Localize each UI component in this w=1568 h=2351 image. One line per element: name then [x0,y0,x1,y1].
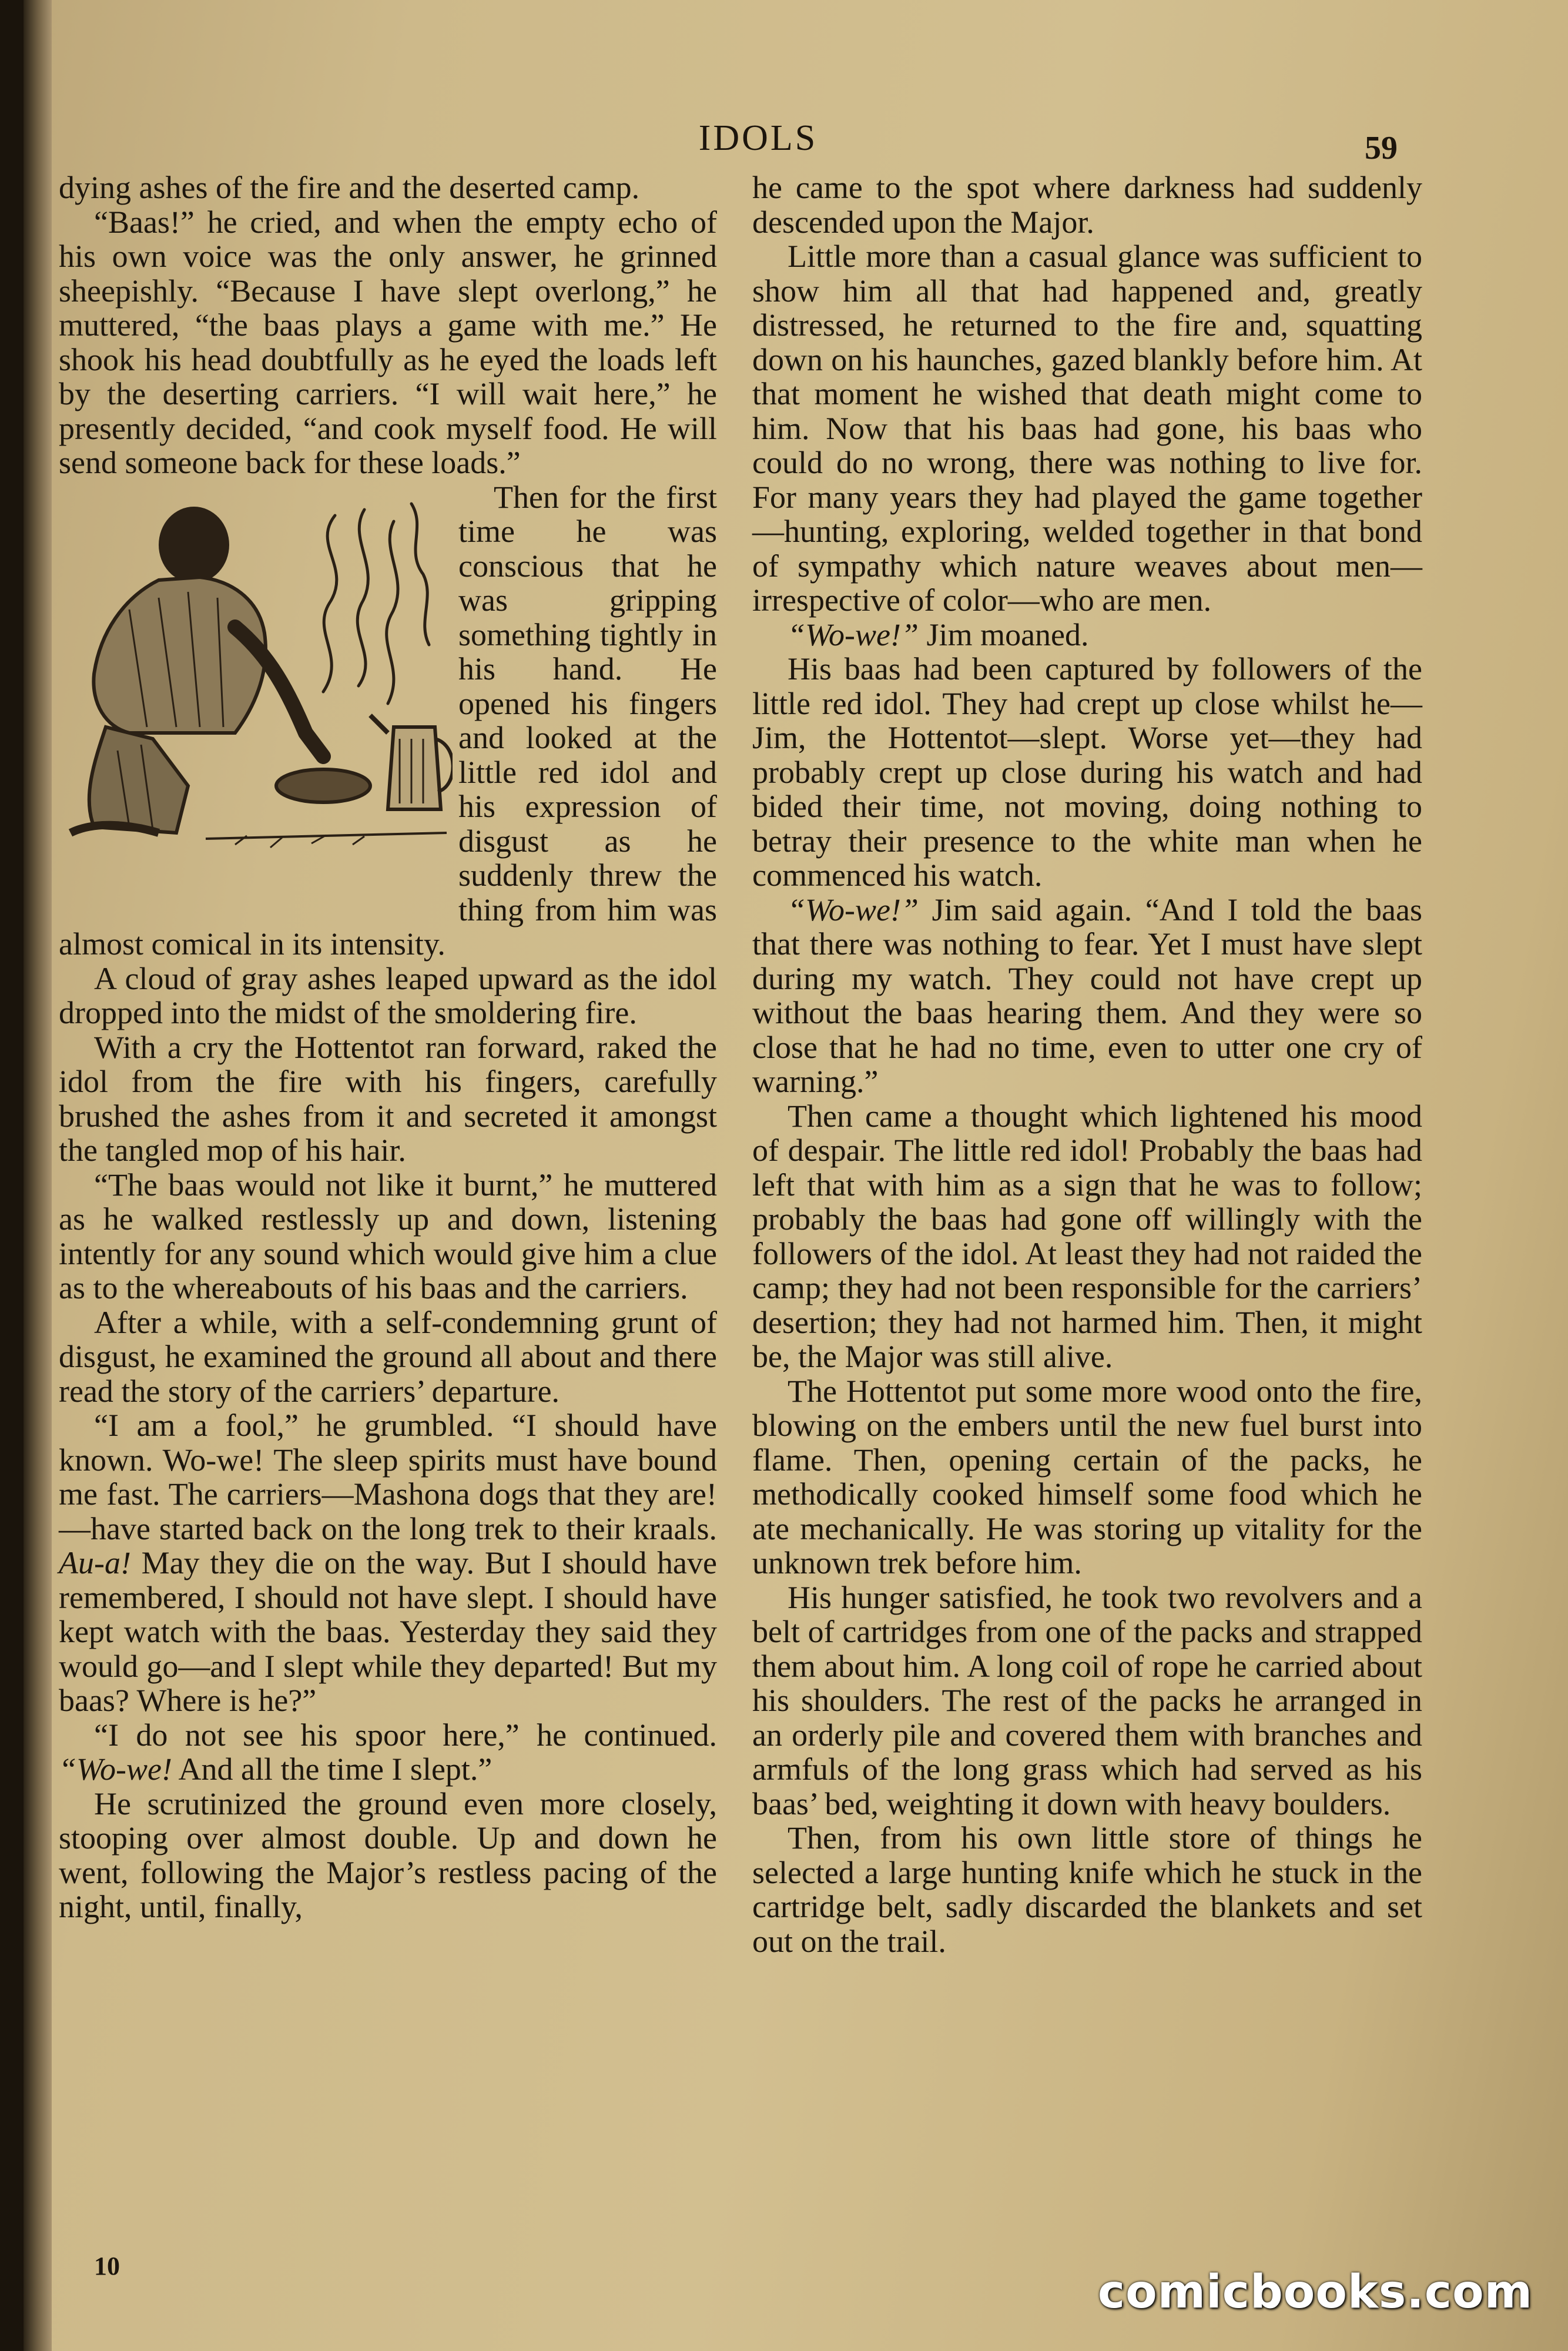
right-paragraph-6: Then came a thought which lightened his mood of despair. The little red idol! Probably the baas had left that with him as a sign that he was to follow; probably the baas had gone off willingly with the followers of the idol. At least they had not raided the camp; they had not been responsible for the carriers’ desertion; they had not harmed him. Then, it might be, the Major was still alive. [752,1098,1422,1374]
emphasis-text: Au-a! [59,1545,131,1580]
folio-number: 10 [94,2252,120,2280]
emphasis-text: “Wo-we!” [788,892,919,927]
emphasis-text: “Wo-we!” [788,617,919,652]
man-kneeling-by-fire-illustration [59,480,453,903]
left-paragraph-7: After a while, with a self-condemning grunt of disgust, he examined the ground all about and there read the story of the carriers’ departure. [59,1304,717,1409]
right-paragraph-1: he came to the spot where darkness had suddenly descended upon the Major. [752,170,1422,240]
right-paragraph-9: Then, from his own little store of things he selected a large hunting knife which he stuck in the cartridge belt, sadly discarded the blankets and set out on the trail. [752,1820,1422,1959]
left-paragraph-6: “The baas would not like it burnt,” he muttered as he walked restlessly up and down, listening intently for any sound which would give him a clue as to the whereabouts of his baas and the carriers. [59,1167,717,1305]
text-span: Jim said again. “And I told the baas that there was nothing to fear. Yet I must have slept during my watch. They could not have crept up without the baas hearing them. And they were so close that he had no time, even to utter one cry of warning.” [752,892,1422,1099]
left-paragraph-2: “Baas!” he cried, and when the empty echo of his own voice was the only answer, he grinned sheepishly. “Because I have slept overlong,” he muttered, “the baas plays a game with me.” He shook his head doubtfully as he eyed the loads left by the deserting carriers. “I will wait here,” he presently decided, “and cook myself food. He will send someone back for these loads.” [59,204,717,480]
right-paragraph-4: His baas had been captured by followers of the little red idol. They had crept up close whilst he—Jim, the Hottentot—slept. Worse yet—they had probably crept up close during his watch and had bided their time, not moving, doing nothing to betray their presence to the white man when he commenced his watch. [752,651,1422,893]
text-span: “I am a fool,” he grumbled. “I should have known. Wo-we! The sleep spirits must have bound me fast. The carriers—Mashona dogs that they are!—have started back on the long trek to their kraals. [59,1408,717,1546]
right-paragraph-5 [752,893,1422,1099]
page-number: 59 [1365,130,1398,166]
book-page [24,0,1568,2351]
running-head: IDOLS [698,118,818,158]
site-watermark: comicbooks.com [1097,2266,1533,2319]
left-paragraph-3: Then for the first time he was conscious that he was gripping something tightly in his hand. He opened his fingers and looked at the little red idol and his expression of disgust as he suddenly threw the thing from him was almost comical in its intensity. [59,479,717,962]
right-paragraph-8: His hunger satisfied, he took two revolvers and a belt of cartridges from one of the packs and strapped them about him. A long coil of rope he carried about his shoulders. The rest of the packs he arranged in an orderly pile and covered them with branches and armfuls of the long grass which had served as his baas’ bed, weighting it down with heavy boulders. [752,1579,1422,1821]
text-span: May they die on the way. But I should have remembered, I should not have slept. I should have kept watch with the baas. Yesterday they said they would go—and I slept while they departed! But my baas? Where is he?” [59,1545,717,1718]
left-paragraph-10: He scrutinized the ground even more closely, stooping over almost double. Up and down he went, following the Major’s restless pacing of the night, until, finally, [59,1786,717,1924]
left-column [59,170,717,1924]
left-paragraph-4: A cloud of gray ashes leaped upward as the idol dropped into the midst of the smoldering fire. [59,960,717,1030]
left-paragraph-9 [59,1718,717,1787]
text-span: “I do not see his spoor here,” he continued. [94,1717,717,1753]
illustration-icon [59,480,453,903]
left-paragraph-5: With a cry the Hottentot ran forward, raked the idol from the fire with his fingers, carefully brushed the ashes from it and secreted it amongst the tangled mop of his hair. [59,1029,717,1168]
left-paragraph-1: dying ashes of the fire and the deserted camp. [59,170,640,205]
right-column [752,170,1422,1958]
emphasis-text: “Wo-we! [59,1751,173,1787]
right-paragraph-3 [752,618,1422,652]
right-paragraph-7: The Hottentot put some more wood onto the fire, blowing on the embers until the new fuel burst into flame. Then, opening certain of the packs, he methodically cooked himself some food which he ate mechanically. He was storing up vitality for the unknown trek before him. [752,1373,1422,1580]
text-span: Jim moaned. [919,617,1089,652]
left-paragraph-8 [59,1408,717,1718]
right-paragraph-2: Little more than a casual glance was sufficient to show him all that had happened and, greatly distressed, he returned to the fire and, squatting down on his haunches, gazed blankly before him. At that moment he wished that death might come to him. Now that his baas had gone, his baas who could do no wrong, there was nothing to live for. For many years they had played the game together—hunting, exploring, welded together in that bond of sympathy which nature weaves about men—irrespective of color—who are men. [752,239,1422,618]
text-span: And all the time I slept.” [172,1751,492,1787]
book-spine [24,0,52,2351]
